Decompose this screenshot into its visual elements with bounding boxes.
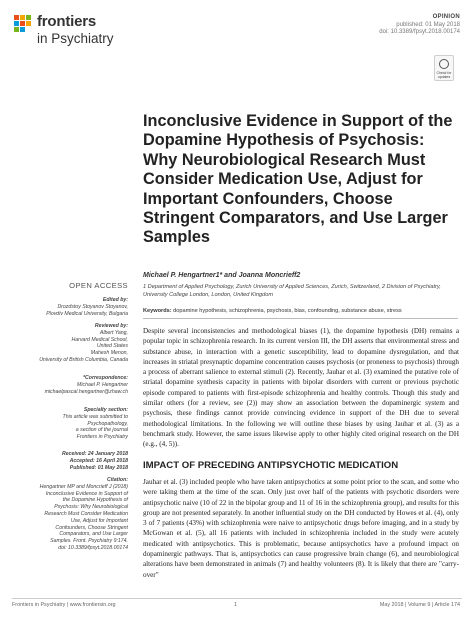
article-type: OPINION (432, 14, 460, 20)
check-updates-label: Check for updates (436, 71, 452, 79)
footer-divider (12, 598, 462, 599)
specialty-line: Frontiers in Psychiatry (76, 434, 128, 441)
logo-wordmark-frontiers: frontiers (37, 13, 97, 30)
reviewer-line: Harvard Medical School, (71, 336, 128, 343)
check-for-updates-button[interactable] (434, 55, 454, 81)
reviewer-line: Albert Yang, (99, 329, 128, 336)
section-heading: IMPACT OF PRECEDING ANTIPSYCHOTIC MEDICATION (143, 460, 399, 471)
reviewed-by-label: Reviewed by: (94, 323, 128, 329)
published-date-sidebar: Published: 01 May 2018 (69, 464, 128, 471)
frontiers-logo-icon (14, 15, 32, 33)
editor-line: Drozdstoy Stoyanov Stoyanov, (57, 303, 128, 310)
correspondent-email[interactable]: michaelpascal.hengartner@zhaw.ch (44, 388, 128, 395)
footer-issue-info: May 2018 | Volume 9 | Article 174 (379, 602, 460, 608)
affiliations: 1 Department of Applied Psychology, Zurich University of Applied Sciences, Zurich, Switzerland, 2 Division of Psychiatry, University College London, London, United Kingdom (143, 284, 441, 298)
edited-by-block (12, 297, 128, 317)
citation-label: Citation: (106, 477, 128, 483)
specialty-block (12, 407, 128, 441)
correspondence-label: *Correspondence: (83, 375, 128, 381)
edited-by-label: Edited by: (102, 297, 128, 303)
reviewer-line: University of British Columbia, Canada (39, 356, 128, 363)
published-date: published: 01 May 2018 (396, 21, 460, 28)
open-access-label: OPEN ACCESS (69, 281, 128, 290)
reviewed-by-block (12, 323, 128, 364)
citation-line: Research Must Consider Medication (44, 510, 128, 517)
citation-doi[interactable]: doi: 10.3389/fpsyt.2018.00174 (58, 544, 128, 551)
author-list: Michael P. Hengartner1* and Joanna Moncrieff2 (143, 272, 301, 279)
correspondent-name: Michael P. Hengartner (77, 381, 128, 388)
received-date: Received: 24 January 2018 (61, 451, 128, 457)
keywords-text: dopamine hypothesis, schizophrenia, psychosis, bias, confounding, substance abuse, stress (173, 308, 402, 314)
citation-line: Psychosis: Why Neurobiological (54, 504, 128, 511)
keywords-label: Keywords: (143, 308, 172, 314)
article-title: Inconclusive Evidence in Support of the Dopamine Hypothesis of Psychosis: Why Neurobiological Research Must Consider Medication Use, Adjust for Important Confounders, Choose Stringent Comparators, and Use Larger Samples (143, 112, 453, 247)
citation-line: Hengartner MP and Moncrieff J (2018) (39, 483, 128, 490)
editor-line: Plovdiv Medical University, Bulgaria (46, 310, 128, 317)
specialty-label: Specialty section: (83, 407, 128, 413)
citation-line: Confounders, Choose Stringent (55, 524, 128, 531)
citation-block (12, 477, 128, 552)
reviewer-line: Mahesh Menon, (90, 350, 128, 357)
article-meta (379, 14, 460, 37)
specialty-line: a section of the journal (75, 427, 128, 434)
citation-line: Samples. Front. Psychiatry 9:174. (50, 538, 128, 545)
citation-line: Comparators, and Use Larger (59, 531, 128, 538)
specialty-line: Psychopathology, (87, 420, 128, 427)
journal-logo[interactable] (14, 13, 144, 51)
footer-journal-link[interactable]: Frontiers in Psychiatry | www.frontiersin.org (12, 602, 116, 608)
citation-line: Use, Adjust for Important (70, 517, 128, 524)
divider (143, 318, 458, 319)
check-updates-icon (439, 59, 449, 69)
citation-line: Inconclusive Evidence in Support of (45, 490, 128, 497)
doi-link[interactable]: doi: 10.3389/fpsyt.2018.00174 (379, 29, 460, 35)
keywords (143, 308, 458, 314)
dates-block (12, 451, 128, 471)
correspondence-block (12, 375, 128, 395)
specialty-line: This article was submitted to (62, 413, 128, 420)
body-paragraph-intro: Despite several inconsistencies and methodological biases (1), the dopamine hypothesis (DH) remains a popular topic in schizophrenia research. In its current version III, the DH asserts that environmental stress and substance abuse, in interaction with a genetic susceptibility, lead to dopamine dysregulation, and that increases in striatal presynaptic dopamine concentration causes psychosis (or proneness to psychosis) through a process of aberrant salience to external stimuli (2). Recently, Jauhar et al. (3) examined the putative role of striatal dopamine synthesis capacity in patients with bipolar disorders with current or previous psychotic episode compared to patients with first-episode schizophrenia and healthy controls. Though this study and similar others (for a review, see (2)) may show an association between the dopaminergic system and psychosis, these findings cannot provide convincing evidence in support of the DH due to several methodological limitations. In the following we will outline these biases by using Jauhar et al. (3) as a benchmark study. However, the same issues likewise apply to other highly cited original research on the DH (e.g., (4, 5)). (143, 327, 459, 449)
body-paragraph-section: Jauhar et al. (3) included people who have taken antipsychotics at some point prior to the scan, and some who were taking them at the time of the scan. Only just over half of the patients with psychotic disorders were antipsychotic naive (10 of 22 in the bipolar group and 11 of 16 in the schizophrenia group), and results for this group are not presented separately. In another influential study on the DH conducted by Howes et al. (4), only 3 of 7 patients (43%) with schizophrenia were naive to antipsychotic drugs before imaging, and in a study by McGowan et al. (5), all 16 patients with included in schizophrenia included in the study were acutely medicated with antipsychotics. This is problematic, because antipsychotics have a profound impact on dopaminergic pathways. That is, antipsychotics can cause progressive brain change (6), and neurobiological alterations have been demonstrated in animals (7) and healthy volunteers (8). It is likely that there are "carry-over" (143, 478, 459, 579)
reviewer-line: United States (96, 343, 128, 350)
page-number: 1 (234, 602, 237, 608)
citation-line: the Dopamine Hypothesis of (62, 497, 128, 504)
accepted-date: Accepted: 16 April 2018 (69, 457, 128, 464)
logo-wordmark-journal: in Psychiatry (37, 31, 114, 46)
